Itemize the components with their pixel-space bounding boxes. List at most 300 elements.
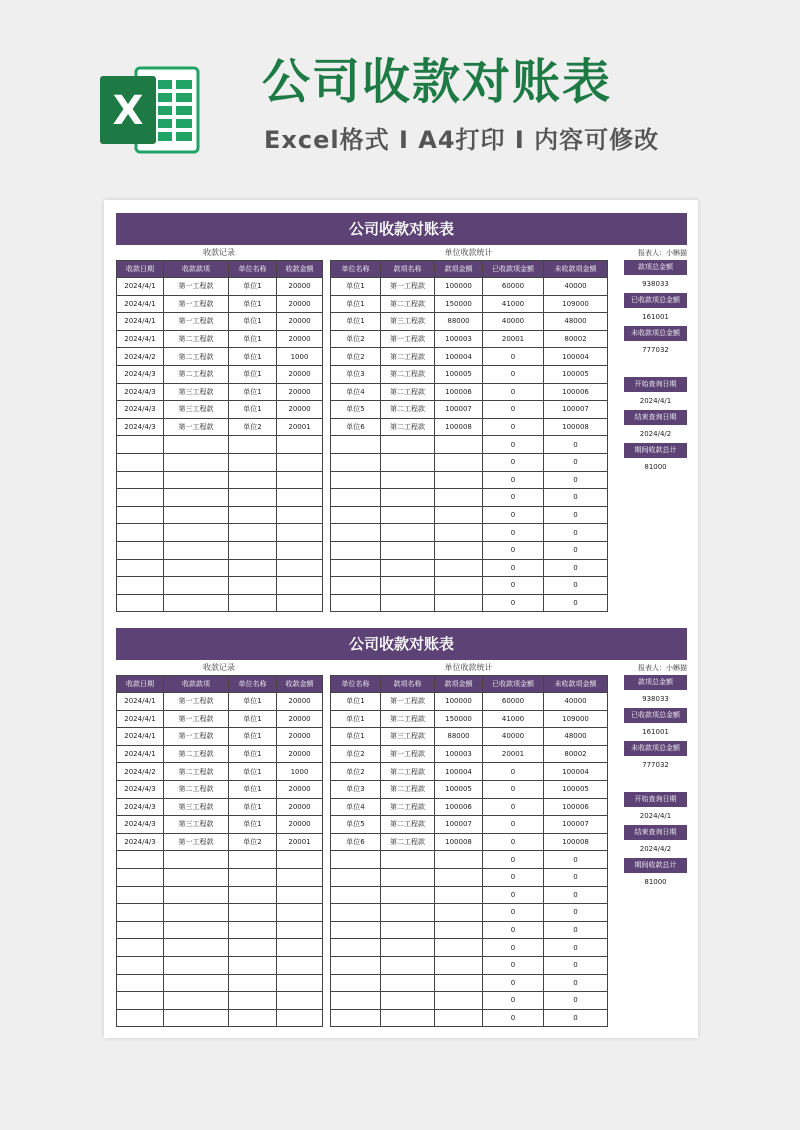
unit-stats-cell[interactable]: 第三工程款: [381, 313, 435, 331]
unit-stats-cell[interactable]: [331, 577, 381, 595]
unit-stats-cell[interactable]: 48000: [544, 313, 608, 331]
receipts-cell[interactable]: 20000: [277, 330, 323, 348]
receipts-cell[interactable]: [277, 939, 323, 957]
unit-stats-cell[interactable]: 单位6: [331, 418, 381, 436]
receipts-cell[interactable]: 2024/4/3: [117, 401, 164, 419]
receipts-cell[interactable]: [164, 436, 229, 454]
receipts-cell[interactable]: [164, 471, 229, 489]
unit-stats-cell[interactable]: 第二工程款: [381, 401, 435, 419]
receipts-cell[interactable]: [164, 956, 229, 974]
receipts-cell[interactable]: 第三工程款: [164, 383, 229, 401]
unit-stats-cell[interactable]: 0: [544, 594, 608, 612]
receipts-cell[interactable]: [117, 471, 164, 489]
receipts-cell[interactable]: [277, 974, 323, 992]
unit-stats-cell[interactable]: 109000: [544, 710, 608, 728]
unit-stats-cell[interactable]: 100007: [544, 401, 608, 419]
receipts-cell[interactable]: [277, 489, 323, 507]
unit-stats-cell[interactable]: 0: [483, 541, 544, 559]
unit-stats-cell[interactable]: [381, 992, 435, 1010]
unit-stats-cell[interactable]: 第一工程款: [381, 693, 435, 711]
receipts-cell[interactable]: 20000: [277, 295, 323, 313]
unit-stats-cell[interactable]: 第二工程款: [381, 383, 435, 401]
receipts-cell[interactable]: 单位1: [229, 710, 277, 728]
receipts-cell[interactable]: 单位1: [229, 745, 277, 763]
receipts-cell[interactable]: 20000: [277, 278, 323, 296]
unit-stats-cell[interactable]: [435, 524, 483, 542]
unit-stats-cell[interactable]: [381, 921, 435, 939]
unit-stats-cell[interactable]: 40000: [544, 278, 608, 296]
receipts-cell[interactable]: 单位2: [229, 418, 277, 436]
receipts-cell[interactable]: 第二工程款: [164, 348, 229, 366]
unit-stats-cell[interactable]: 0: [483, 921, 544, 939]
receipts-cell[interactable]: [164, 559, 229, 577]
unit-stats-cell[interactable]: 单位1: [331, 728, 381, 746]
receipts-cell[interactable]: 2024/4/1: [117, 728, 164, 746]
unit-stats-cell[interactable]: 0: [483, 763, 544, 781]
unit-stats-cell[interactable]: 100008: [435, 833, 483, 851]
unit-stats-cell[interactable]: 第一工程款: [381, 330, 435, 348]
unit-stats-cell[interactable]: 0: [483, 974, 544, 992]
unit-stats-cell[interactable]: [331, 471, 381, 489]
unit-stats-cell[interactable]: 100007: [435, 816, 483, 834]
unit-stats-cell[interactable]: 100008: [544, 418, 608, 436]
unit-stats-cell[interactable]: 0: [483, 506, 544, 524]
unit-stats-cell[interactable]: 100005: [544, 780, 608, 798]
unit-stats-cell[interactable]: [435, 851, 483, 869]
receipts-cell[interactable]: 2024/4/3: [117, 780, 164, 798]
receipts-cell[interactable]: 2024/4/3: [117, 418, 164, 436]
receipts-cell[interactable]: [229, 489, 277, 507]
receipts-cell[interactable]: [229, 974, 277, 992]
unit-stats-cell[interactable]: 40000: [483, 728, 544, 746]
unit-stats-cell[interactable]: [381, 956, 435, 974]
unit-stats-cell[interactable]: 0: [483, 594, 544, 612]
unit-stats-cell[interactable]: 20001: [483, 745, 544, 763]
unit-stats-cell[interactable]: [381, 506, 435, 524]
unit-stats-cell[interactable]: 单位1: [331, 295, 381, 313]
unit-stats-cell[interactable]: 100000: [435, 278, 483, 296]
receipts-cell[interactable]: [229, 956, 277, 974]
unit-stats-cell[interactable]: [331, 921, 381, 939]
receipts-cell[interactable]: [229, 594, 277, 612]
receipts-cell[interactable]: 第二工程款: [164, 330, 229, 348]
unit-stats-cell[interactable]: 20001: [483, 330, 544, 348]
unit-stats-cell[interactable]: 0: [483, 471, 544, 489]
receipts-cell[interactable]: [277, 594, 323, 612]
unit-stats-cell[interactable]: 0: [483, 489, 544, 507]
receipts-cell[interactable]: [229, 524, 277, 542]
receipts-cell[interactable]: [164, 577, 229, 595]
receipts-cell[interactable]: 第一工程款: [164, 833, 229, 851]
receipts-cell[interactable]: 第二工程款: [164, 745, 229, 763]
receipts-cell[interactable]: [117, 489, 164, 507]
receipts-cell[interactable]: 20000: [277, 313, 323, 331]
receipts-cell[interactable]: [229, 921, 277, 939]
unit-stats-cell[interactable]: [435, 956, 483, 974]
receipts-cell[interactable]: 20000: [277, 383, 323, 401]
unit-stats-cell[interactable]: 60000: [483, 278, 544, 296]
unit-stats-cell[interactable]: [331, 453, 381, 471]
unit-stats-cell[interactable]: 0: [544, 939, 608, 957]
receipts-cell[interactable]: [277, 956, 323, 974]
unit-stats-cell[interactable]: [381, 594, 435, 612]
receipts-cell[interactable]: 2024/4/3: [117, 833, 164, 851]
receipts-cell[interactable]: 单位1: [229, 330, 277, 348]
receipts-cell[interactable]: [117, 921, 164, 939]
receipts-cell[interactable]: [117, 939, 164, 957]
receipts-cell[interactable]: 单位1: [229, 763, 277, 781]
unit-stats-cell[interactable]: 40000: [483, 313, 544, 331]
receipts-cell[interactable]: 20001: [277, 833, 323, 851]
unit-stats-cell[interactable]: 第二工程款: [381, 418, 435, 436]
receipts-cell[interactable]: 2024/4/3: [117, 383, 164, 401]
receipts-cell[interactable]: [117, 524, 164, 542]
receipts-cell[interactable]: 20000: [277, 728, 323, 746]
receipts-cell[interactable]: 20001: [277, 418, 323, 436]
unit-stats-cell[interactable]: 0: [544, 506, 608, 524]
receipts-cell[interactable]: 第一工程款: [164, 313, 229, 331]
unit-stats-cell[interactable]: 100005: [435, 780, 483, 798]
receipts-cell[interactable]: 第一工程款: [164, 278, 229, 296]
receipts-cell[interactable]: [229, 577, 277, 595]
unit-stats-cell[interactable]: 0: [544, 886, 608, 904]
unit-stats-cell[interactable]: 0: [483, 798, 544, 816]
unit-stats-cell[interactable]: 41000: [483, 710, 544, 728]
unit-stats-cell[interactable]: [331, 992, 381, 1010]
unit-stats-cell[interactable]: 88000: [435, 313, 483, 331]
unit-stats-cell[interactable]: 第二工程款: [381, 348, 435, 366]
receipts-cell[interactable]: 20000: [277, 693, 323, 711]
unit-stats-cell[interactable]: 第二工程款: [381, 763, 435, 781]
receipts-cell[interactable]: [277, 471, 323, 489]
receipts-cell[interactable]: [117, 436, 164, 454]
receipts-cell[interactable]: 第一工程款: [164, 693, 229, 711]
unit-stats-cell[interactable]: 0: [544, 559, 608, 577]
receipts-cell[interactable]: [229, 541, 277, 559]
unit-stats-cell[interactable]: [381, 904, 435, 922]
receipts-cell[interactable]: 1000: [277, 763, 323, 781]
unit-stats-cell[interactable]: 100007: [544, 816, 608, 834]
receipts-cell[interactable]: [164, 506, 229, 524]
receipts-cell[interactable]: 单位1: [229, 295, 277, 313]
receipts-cell[interactable]: [164, 921, 229, 939]
receipts-cell[interactable]: [117, 594, 164, 612]
unit-stats-cell[interactable]: 100006: [544, 383, 608, 401]
unit-stats-cell[interactable]: [435, 904, 483, 922]
unit-stats-cell[interactable]: 第二工程款: [381, 798, 435, 816]
receipts-cell[interactable]: [117, 868, 164, 886]
receipts-cell[interactable]: [117, 1009, 164, 1027]
receipts-cell[interactable]: [277, 921, 323, 939]
unit-stats-cell[interactable]: 0: [483, 886, 544, 904]
receipts-cell[interactable]: [164, 868, 229, 886]
unit-stats-cell[interactable]: 100007: [435, 401, 483, 419]
unit-stats-cell[interactable]: 0: [544, 1009, 608, 1027]
unit-stats-cell[interactable]: 0: [483, 956, 544, 974]
receipts-cell[interactable]: 2024/4/3: [117, 365, 164, 383]
unit-stats-cell[interactable]: [381, 868, 435, 886]
receipts-cell[interactable]: [164, 974, 229, 992]
unit-stats-cell[interactable]: 第三工程款: [381, 728, 435, 746]
unit-stats-cell[interactable]: [331, 541, 381, 559]
unit-stats-cell[interactable]: [331, 868, 381, 886]
receipts-cell[interactable]: 第二工程款: [164, 365, 229, 383]
unit-stats-cell[interactable]: [331, 489, 381, 507]
receipts-cell[interactable]: [164, 904, 229, 922]
unit-stats-cell[interactable]: 0: [483, 348, 544, 366]
unit-stats-cell[interactable]: 0: [483, 851, 544, 869]
unit-stats-cell[interactable]: 单位2: [331, 763, 381, 781]
receipts-cell[interactable]: [229, 886, 277, 904]
receipts-cell[interactable]: [117, 956, 164, 974]
unit-stats-cell[interactable]: [331, 594, 381, 612]
unit-stats-cell[interactable]: [331, 436, 381, 454]
receipts-cell[interactable]: [164, 524, 229, 542]
unit-stats-cell[interactable]: 单位2: [331, 348, 381, 366]
receipts-cell[interactable]: [229, 868, 277, 886]
receipts-cell[interactable]: [229, 939, 277, 957]
receipts-cell[interactable]: 20000: [277, 816, 323, 834]
receipts-cell[interactable]: 单位1: [229, 798, 277, 816]
receipts-cell[interactable]: 1000: [277, 348, 323, 366]
receipts-cell[interactable]: [164, 541, 229, 559]
receipts-cell[interactable]: [277, 904, 323, 922]
receipts-cell[interactable]: [229, 992, 277, 1010]
unit-stats-cell[interactable]: [381, 436, 435, 454]
unit-stats-cell[interactable]: [435, 506, 483, 524]
receipts-cell[interactable]: 2024/4/1: [117, 278, 164, 296]
receipts-cell[interactable]: 2024/4/1: [117, 693, 164, 711]
receipts-cell[interactable]: [277, 886, 323, 904]
unit-stats-cell[interactable]: 100000: [435, 693, 483, 711]
unit-stats-cell[interactable]: 0: [483, 577, 544, 595]
unit-stats-cell[interactable]: 单位3: [331, 365, 381, 383]
unit-stats-cell[interactable]: [381, 974, 435, 992]
unit-stats-cell[interactable]: 0: [483, 524, 544, 542]
unit-stats-cell[interactable]: [331, 506, 381, 524]
receipts-cell[interactable]: 单位1: [229, 401, 277, 419]
receipts-cell[interactable]: [229, 904, 277, 922]
unit-stats-cell[interactable]: [381, 489, 435, 507]
unit-stats-cell[interactable]: 100008: [435, 418, 483, 436]
unit-stats-cell[interactable]: 0: [483, 436, 544, 454]
unit-stats-cell[interactable]: 100006: [435, 798, 483, 816]
unit-stats-cell[interactable]: [435, 992, 483, 1010]
unit-stats-cell[interactable]: [381, 453, 435, 471]
receipts-cell[interactable]: 第一工程款: [164, 295, 229, 313]
unit-stats-cell[interactable]: 单位6: [331, 833, 381, 851]
receipts-cell[interactable]: 第二工程款: [164, 763, 229, 781]
unit-stats-cell[interactable]: [435, 939, 483, 957]
receipts-cell[interactable]: [117, 577, 164, 595]
unit-stats-cell[interactable]: 109000: [544, 295, 608, 313]
receipts-cell[interactable]: [117, 541, 164, 559]
unit-stats-cell[interactable]: 0: [483, 939, 544, 957]
receipts-cell[interactable]: [277, 992, 323, 1010]
unit-stats-cell[interactable]: 单位2: [331, 745, 381, 763]
unit-stats-cell[interactable]: 0: [483, 559, 544, 577]
receipts-cell[interactable]: 2024/4/3: [117, 798, 164, 816]
unit-stats-cell[interactable]: 100008: [544, 833, 608, 851]
unit-stats-cell[interactable]: [435, 541, 483, 559]
receipts-cell[interactable]: 第二工程款: [164, 780, 229, 798]
receipts-cell[interactable]: 第三工程款: [164, 798, 229, 816]
unit-stats-cell[interactable]: 第二工程款: [381, 780, 435, 798]
unit-stats-cell[interactable]: 0: [483, 453, 544, 471]
unit-stats-cell[interactable]: [435, 886, 483, 904]
unit-stats-cell[interactable]: [381, 939, 435, 957]
unit-stats-cell[interactable]: 单位1: [331, 313, 381, 331]
unit-stats-cell[interactable]: [331, 974, 381, 992]
receipts-cell[interactable]: 20000: [277, 401, 323, 419]
unit-stats-cell[interactable]: 0: [483, 868, 544, 886]
receipts-cell[interactable]: [164, 453, 229, 471]
receipts-cell[interactable]: [277, 851, 323, 869]
receipts-cell[interactable]: [117, 851, 164, 869]
unit-stats-cell[interactable]: 100006: [435, 383, 483, 401]
receipts-cell[interactable]: 2024/4/3: [117, 816, 164, 834]
receipts-cell[interactable]: [164, 886, 229, 904]
unit-stats-cell[interactable]: 0: [544, 992, 608, 1010]
unit-stats-cell[interactable]: 单位4: [331, 798, 381, 816]
unit-stats-cell[interactable]: 100006: [544, 798, 608, 816]
receipts-cell[interactable]: [277, 559, 323, 577]
unit-stats-cell[interactable]: 单位2: [331, 330, 381, 348]
receipts-cell[interactable]: 2024/4/1: [117, 710, 164, 728]
receipts-cell[interactable]: [277, 436, 323, 454]
receipts-cell[interactable]: [164, 489, 229, 507]
unit-stats-cell[interactable]: [435, 453, 483, 471]
unit-stats-cell[interactable]: [331, 904, 381, 922]
unit-stats-cell[interactable]: 100003: [435, 330, 483, 348]
unit-stats-cell[interactable]: 第二工程款: [381, 816, 435, 834]
receipts-cell[interactable]: 2024/4/1: [117, 295, 164, 313]
receipts-cell[interactable]: 第一工程款: [164, 728, 229, 746]
unit-stats-cell[interactable]: [331, 956, 381, 974]
unit-stats-cell[interactable]: 0: [483, 383, 544, 401]
unit-stats-cell[interactable]: 100004: [544, 763, 608, 781]
unit-stats-cell[interactable]: [381, 559, 435, 577]
unit-stats-cell[interactable]: [435, 1009, 483, 1027]
unit-stats-cell[interactable]: 48000: [544, 728, 608, 746]
unit-stats-cell[interactable]: 单位5: [331, 401, 381, 419]
receipts-cell[interactable]: 20000: [277, 365, 323, 383]
receipts-cell[interactable]: 20000: [277, 780, 323, 798]
receipts-cell[interactable]: 单位1: [229, 365, 277, 383]
unit-stats-cell[interactable]: 0: [544, 921, 608, 939]
receipts-cell[interactable]: 20000: [277, 710, 323, 728]
unit-stats-cell[interactable]: [331, 1009, 381, 1027]
receipts-cell[interactable]: [277, 524, 323, 542]
unit-stats-cell[interactable]: 100005: [544, 365, 608, 383]
unit-stats-cell[interactable]: [435, 974, 483, 992]
unit-stats-cell[interactable]: [435, 868, 483, 886]
receipts-cell[interactable]: 单位2: [229, 833, 277, 851]
unit-stats-cell[interactable]: 0: [483, 1009, 544, 1027]
unit-stats-cell[interactable]: 第二工程款: [381, 295, 435, 313]
receipts-cell[interactable]: 单位1: [229, 383, 277, 401]
receipts-cell[interactable]: [164, 992, 229, 1010]
receipts-cell[interactable]: [117, 992, 164, 1010]
receipts-cell[interactable]: [117, 974, 164, 992]
receipts-cell[interactable]: 20000: [277, 798, 323, 816]
receipts-cell[interactable]: 单位1: [229, 780, 277, 798]
unit-stats-cell[interactable]: 100005: [435, 365, 483, 383]
receipts-cell[interactable]: 2024/4/1: [117, 745, 164, 763]
unit-stats-cell[interactable]: 0: [544, 956, 608, 974]
unit-stats-cell[interactable]: [381, 577, 435, 595]
receipts-cell[interactable]: 第一工程款: [164, 418, 229, 436]
receipts-cell[interactable]: [117, 453, 164, 471]
receipts-cell[interactable]: 2024/4/2: [117, 348, 164, 366]
receipts-cell[interactable]: [277, 1009, 323, 1027]
unit-stats-cell[interactable]: 第一工程款: [381, 278, 435, 296]
unit-stats-cell[interactable]: 0: [544, 541, 608, 559]
unit-stats-cell[interactable]: 0: [544, 524, 608, 542]
unit-stats-cell[interactable]: 0: [483, 904, 544, 922]
receipts-cell[interactable]: [117, 904, 164, 922]
receipts-cell[interactable]: [229, 506, 277, 524]
unit-stats-cell[interactable]: [381, 886, 435, 904]
unit-stats-cell[interactable]: [435, 594, 483, 612]
receipts-cell[interactable]: 2024/4/1: [117, 330, 164, 348]
unit-stats-cell[interactable]: 0: [544, 851, 608, 869]
receipts-cell[interactable]: 单位1: [229, 816, 277, 834]
unit-stats-cell[interactable]: 单位5: [331, 816, 381, 834]
receipts-cell[interactable]: [277, 541, 323, 559]
receipts-cell[interactable]: [229, 471, 277, 489]
unit-stats-cell[interactable]: 100004: [435, 763, 483, 781]
receipts-cell[interactable]: 单位1: [229, 728, 277, 746]
unit-stats-cell[interactable]: [435, 577, 483, 595]
unit-stats-cell[interactable]: [381, 541, 435, 559]
receipts-cell[interactable]: [277, 453, 323, 471]
unit-stats-cell[interactable]: 单位4: [331, 383, 381, 401]
unit-stats-cell[interactable]: 0: [483, 418, 544, 436]
receipts-cell[interactable]: 第一工程款: [164, 710, 229, 728]
receipts-cell[interactable]: 第三工程款: [164, 816, 229, 834]
receipts-cell[interactable]: 单位1: [229, 313, 277, 331]
unit-stats-cell[interactable]: [381, 851, 435, 869]
receipts-cell[interactable]: [164, 851, 229, 869]
receipts-cell[interactable]: [229, 453, 277, 471]
receipts-cell[interactable]: [117, 559, 164, 577]
unit-stats-cell[interactable]: 第二工程款: [381, 710, 435, 728]
unit-stats-cell[interactable]: 0: [544, 868, 608, 886]
unit-stats-cell[interactable]: 60000: [483, 693, 544, 711]
unit-stats-cell[interactable]: 80002: [544, 745, 608, 763]
unit-stats-cell[interactable]: 80002: [544, 330, 608, 348]
receipts-cell[interactable]: [164, 1009, 229, 1027]
unit-stats-cell[interactable]: [331, 524, 381, 542]
unit-stats-cell[interactable]: 0: [544, 471, 608, 489]
unit-stats-cell[interactable]: [435, 559, 483, 577]
unit-stats-cell[interactable]: 单位1: [331, 278, 381, 296]
unit-stats-cell[interactable]: 100003: [435, 745, 483, 763]
unit-stats-cell[interactable]: 150000: [435, 295, 483, 313]
unit-stats-cell[interactable]: [381, 524, 435, 542]
unit-stats-cell[interactable]: 0: [483, 992, 544, 1010]
unit-stats-cell[interactable]: 40000: [544, 693, 608, 711]
receipts-cell[interactable]: 单位1: [229, 278, 277, 296]
unit-stats-cell[interactable]: 0: [544, 974, 608, 992]
unit-stats-cell[interactable]: 0: [544, 577, 608, 595]
unit-stats-cell[interactable]: 0: [544, 436, 608, 454]
unit-stats-cell[interactable]: 单位1: [331, 710, 381, 728]
unit-stats-cell[interactable]: 单位1: [331, 693, 381, 711]
unit-stats-cell[interactable]: [381, 1009, 435, 1027]
unit-stats-cell[interactable]: 第二工程款: [381, 365, 435, 383]
